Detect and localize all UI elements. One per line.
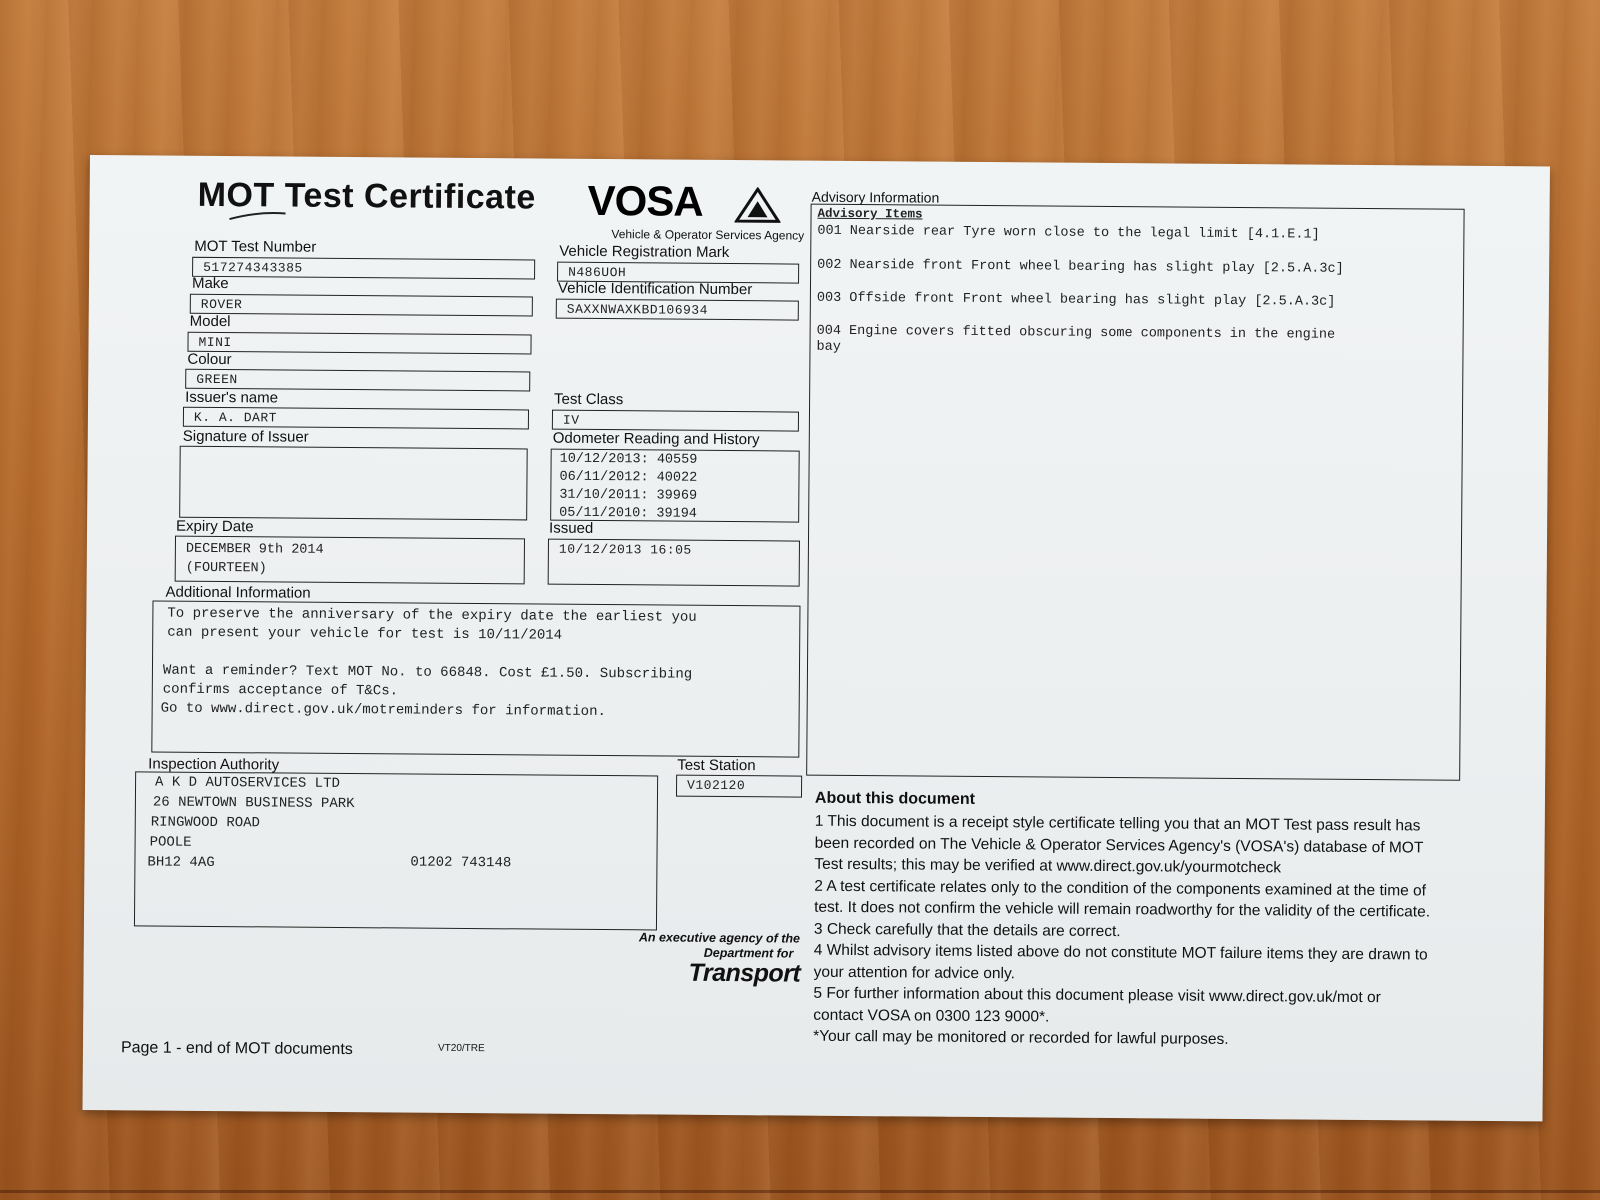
make-value: ROVER: [200, 296, 243, 313]
vosa-logo-text: VOSA: [587, 176, 703, 225]
inspection-authority-line: RINGWOOD ROAD: [150, 814, 261, 832]
advisory-item: 002 Nearside front Front wheel bearing has slight play [2.5.A.3c]: [817, 257, 1344, 277]
advisory-item: 001 Nearside rear Tyre worn close to the legal limit [4.1.E.1]: [817, 223, 1320, 243]
model-field: [187, 332, 531, 355]
advisory-item: bay: [816, 339, 841, 355]
mot-certificate-paper: [82, 155, 1549, 1121]
test-class-value: IV: [562, 412, 580, 428]
form-code: VT20/TRE: [437, 1042, 485, 1055]
transport-logo-text: Transport: [688, 958, 801, 988]
signature-label: Signature of Issuer: [182, 427, 309, 446]
about-line: 3 Check carefully that the details are correct.: [813, 920, 1121, 940]
inspection-authority-label: Inspection Authority: [148, 755, 280, 774]
inspection-authority-box: [134, 771, 658, 930]
issuer-name-field: [183, 407, 529, 430]
expiry-date-line1: DECEMBER 9th 2014: [185, 541, 324, 558]
issuer-name-value: K. A. DART: [193, 409, 278, 426]
test-station-field: [676, 775, 802, 798]
additional-info-label: Additional Information: [165, 583, 311, 602]
advisory-item: 003 Offside front Front wheel bearing has slight play [2.5.A.3c]: [816, 290, 1336, 310]
mot-test-number-field: [192, 257, 535, 280]
exec-agency-line1: An executive agency of the: [638, 930, 801, 946]
odometer-label: Odometer Reading and History: [552, 429, 760, 449]
inspection-authority-phone: 01202 743148: [410, 854, 512, 872]
vosa-triangle-logo-icon: [734, 187, 780, 223]
footer-page: Page 1 - end of MOT documents: [120, 1039, 353, 1059]
about-line: 4 Whilst advisory items listed above do not constitute MOT failure items they are drawn to: [813, 941, 1428, 964]
wood-seam-top: [0, 1190, 1600, 1193]
odometer-row: 05/11/2010: 39194: [559, 505, 697, 522]
additional-info-line: confirms acceptance of T&Cs.: [162, 681, 399, 700]
model-value: MINI: [198, 334, 232, 351]
about-body: [813, 811, 1495, 1053]
additional-info-line: Want a reminder? Text MOT No. to 66848. Cost £1.50. Subscribing: [162, 662, 693, 683]
make-field: [190, 294, 533, 317]
about-line: *Your call may be monitored or recorded for lawful purposes.: [813, 1027, 1229, 1048]
expiry-date-label: Expiry Date: [176, 517, 254, 536]
signature-field: [179, 446, 528, 521]
about-line: Test results; this may be verified at www.direct.gov.uk/yourmotcheck: [814, 855, 1282, 877]
colour-value: GREEN: [196, 371, 238, 388]
exec-agency-line2: Department for: [703, 945, 794, 961]
additional-info-line: can present your vehicle for test is 10/11/2014: [167, 624, 563, 644]
issued-label: Issued: [549, 519, 594, 537]
test-class-label: Test Class: [554, 390, 624, 409]
odometer-field: [550, 449, 800, 523]
about-heading: About this document: [814, 789, 976, 808]
odometer-row: 10/12/2013: 40559: [559, 451, 698, 468]
inspection-authority-line: 26 NEWTOWN BUSINESS PARK: [152, 794, 355, 813]
vrm-value: N486UOH: [568, 264, 627, 281]
advisory-label: Advisory Information: [811, 188, 940, 206]
vin-label: Vehicle Identification Number: [557, 279, 753, 299]
advisory-item: 004 Engine covers fitted obscuring some components in the engine: [816, 323, 1336, 343]
advisory-heading: Advisory Items: [817, 206, 923, 222]
additional-info-line: To preserve the anniversary of the expiry date the earliest you: [167, 605, 697, 626]
vin-field: [556, 299, 799, 321]
agency-name: Vehicle & Operator Services Agency: [611, 227, 805, 243]
issued-value: 10/12/2013 16:05: [558, 541, 692, 558]
additional-info-line: Go to www.direct.gov.uk/motreminders for information.: [160, 700, 606, 721]
test-station-value: V102120: [687, 777, 746, 794]
issued-field: [548, 539, 800, 587]
about-line: contact VOSA on 0300 123 9000*.: [813, 1006, 1050, 1026]
about-line: been recorded on The Vehicle & Operator Services Agency's (VOSA's) database of MOT: [814, 834, 1424, 856]
mot-test-number-label: MOT Test Number: [194, 237, 317, 256]
about-line: 2 A test certificate relates only to the condition of the components examined at the time of: [814, 877, 1427, 900]
about-line: your attention for advice only.: [813, 963, 1015, 982]
test-class-field: [552, 410, 799, 432]
about-line: 1 This document is a receipt style certificate telling you that an MOT Test pass result has: [814, 812, 1421, 835]
certificate-title: MOT Test Certificate: [197, 175, 536, 217]
advisory-box: [806, 204, 1464, 781]
expiry-date-line2: (FOURTEEN): [185, 560, 267, 577]
about-line: test. It does not confirm the vehicle will remain roadworthy for the validity of the certificate.: [814, 898, 1431, 921]
make-label: Make: [191, 274, 229, 293]
inspection-authority-postcode: BH12 4AG: [147, 854, 215, 872]
inspection-authority-line: A K D AUTOSERVICES LTD: [155, 774, 340, 792]
mot-test-number-value: 517274343385: [203, 259, 303, 276]
expiry-date-field: [175, 536, 525, 585]
vrm-label: Vehicle Registration Mark: [559, 242, 730, 262]
about-line: 5 For further information about this document please visit www.direct.gov.uk/mot or: [813, 984, 1381, 1007]
test-station-label: Test Station: [677, 756, 756, 775]
odometer-row: 31/10/2011: 39969: [559, 487, 698, 504]
mot-underline-swoosh-icon: [227, 209, 287, 223]
additional-info-box: [151, 601, 800, 758]
colour-field: [185, 369, 530, 392]
issuer-name-label: Issuer's name: [185, 388, 279, 407]
vin-value: SAXXNWAXKBD106934: [566, 301, 708, 318]
model-label: Model: [189, 312, 231, 331]
inspection-authority-line: POOLE: [149, 834, 192, 851]
odometer-row: 06/11/2012: 40022: [559, 469, 698, 486]
colour-label: Colour: [187, 350, 232, 369]
